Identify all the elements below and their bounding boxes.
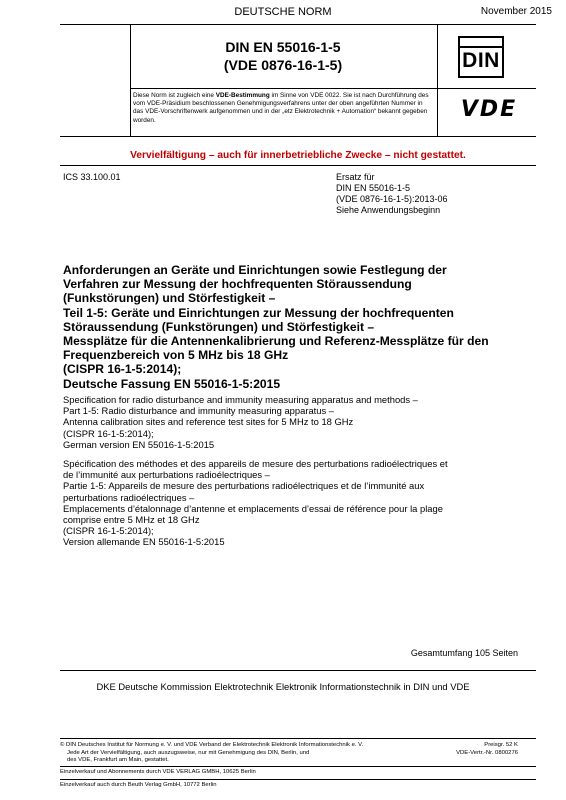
- divider: [60, 165, 536, 166]
- price-info: [456, 742, 518, 757]
- dke-commission: DKE Deutsche Kommission Elektrotechnik Elektronik Informationstechnik in DIN und VDE: [96, 681, 470, 692]
- divider: [60, 738, 536, 739]
- vde-regulation-note: Diese Norm ist zugleich eine VDE-Bestimmung im Sinne von VDE 0022. Sie ist nach Durchführung des vom VDE-Präsidium beschlossenen Genehmigungsverfahrens unter der oben angeführten Nummer in das VDE-Vorschriftenwerk aufgenommen und in der „etz Elektrotechnik + Automation“ bekannt gegeben worden.: [133, 92, 429, 124]
- sales-beuth: Einzelverkauf auch durch Beuth Verlag GmbH, 10772 Berlin: [60, 782, 217, 788]
- vde-order-number: VDE-Vertr.-Nr. 0800276: [456, 749, 518, 756]
- sales-vde: Einzelverkauf und Abonnements durch VDE VERLAG GMBH, 10625 Berlin: [60, 769, 256, 775]
- vde-logo: VDE: [460, 97, 518, 122]
- publication-date: November 2015: [480, 6, 552, 17]
- divider: [437, 24, 438, 136]
- norm-type-label: DEUTSCHE NORM: [234, 6, 332, 18]
- divider: [130, 88, 536, 89]
- price-group: Preisgr. 52 K: [484, 742, 518, 748]
- document-number: DIN EN 55016-1-5: [225, 39, 341, 55]
- divider: [60, 24, 536, 25]
- divider: [60, 779, 536, 780]
- title-french: Spécification des méthodes et des appareils de mesure des perturbations radioélectriques et de l’immunité aux perturbations radioélectriques – Partie 1-5: Appareils de mesure des perturbations radioélectriques et de l’immunité aux perturbations radioélectriques – Emplacements d’étalonnage d’antenne et emplacements d’essai de référence pour la plage comprise entre 5 MHz et 18 GHz (CISPR 16-1-5:2014); Version allemande EN 55016-1-5:2015: [63, 458, 448, 548]
- din-logo: [458, 36, 504, 78]
- copyright-notice: © DIN Deutsches Institut für Normung e. V. und VDE Verband der Elektrotechnik Elektronik Informationstechnik e. V. Jede Art der Vervielfältigung, auch auszugsweise, nur mit Genehmigung des DIN, Berlin, und des VDE, Frankfurt am Main, gestattet.: [60, 742, 364, 764]
- divider: [60, 766, 536, 767]
- ics-code: ICS 33.100.01: [63, 172, 121, 182]
- title-german: Anforderungen an Geräte und Einrichtungen sowie Festlegung der Verfahren zur Messung der hochfrequenten Störaussendung (Funkstörungen) und Störfestigkeit – Teil 1-5: Geräte und Einrichtungen zur Messung der hochfrequenten Störaussendung (Funkstörungen) und Störfestigkeit – Messplätze für die Antennenkalibrierung und Referenz-Messplätze für den Frequenzbereich von 5 MHz bis 18 GHz (CISPR 16-1-5:2014); Deutsche Fassung EN 55016-1-5:2015: [63, 263, 489, 391]
- din-logo-text: DIN: [462, 49, 500, 72]
- replacement-info: Ersatz für DIN EN 55016-1-5 (VDE 0876-16-1-5):2013-06 Siehe Anwendungsbeginn: [336, 172, 448, 215]
- copy-restriction-warning: Vervielfältigung – auch für innerbetriebliche Zwecke – nicht gestattet.: [130, 150, 466, 161]
- document-number-block: [130, 38, 436, 74]
- divider: [60, 136, 536, 137]
- vde-number: (VDE 0876-16-1-5): [223, 57, 343, 73]
- divider: [130, 24, 131, 136]
- title-english: Specification for radio disturbance and immunity measuring apparatus and methods – Part 1-5: Radio disturbance and immunity measuring apparatus – Antenna calibration sites and reference test sites for 5 MHz to 18 GHz (CISPR 16-1-5:2014); German version EN 55016-1-5:2015: [63, 394, 418, 450]
- total-pages: Gesamtumfang 105 Seiten: [410, 648, 518, 658]
- divider: [60, 670, 536, 671]
